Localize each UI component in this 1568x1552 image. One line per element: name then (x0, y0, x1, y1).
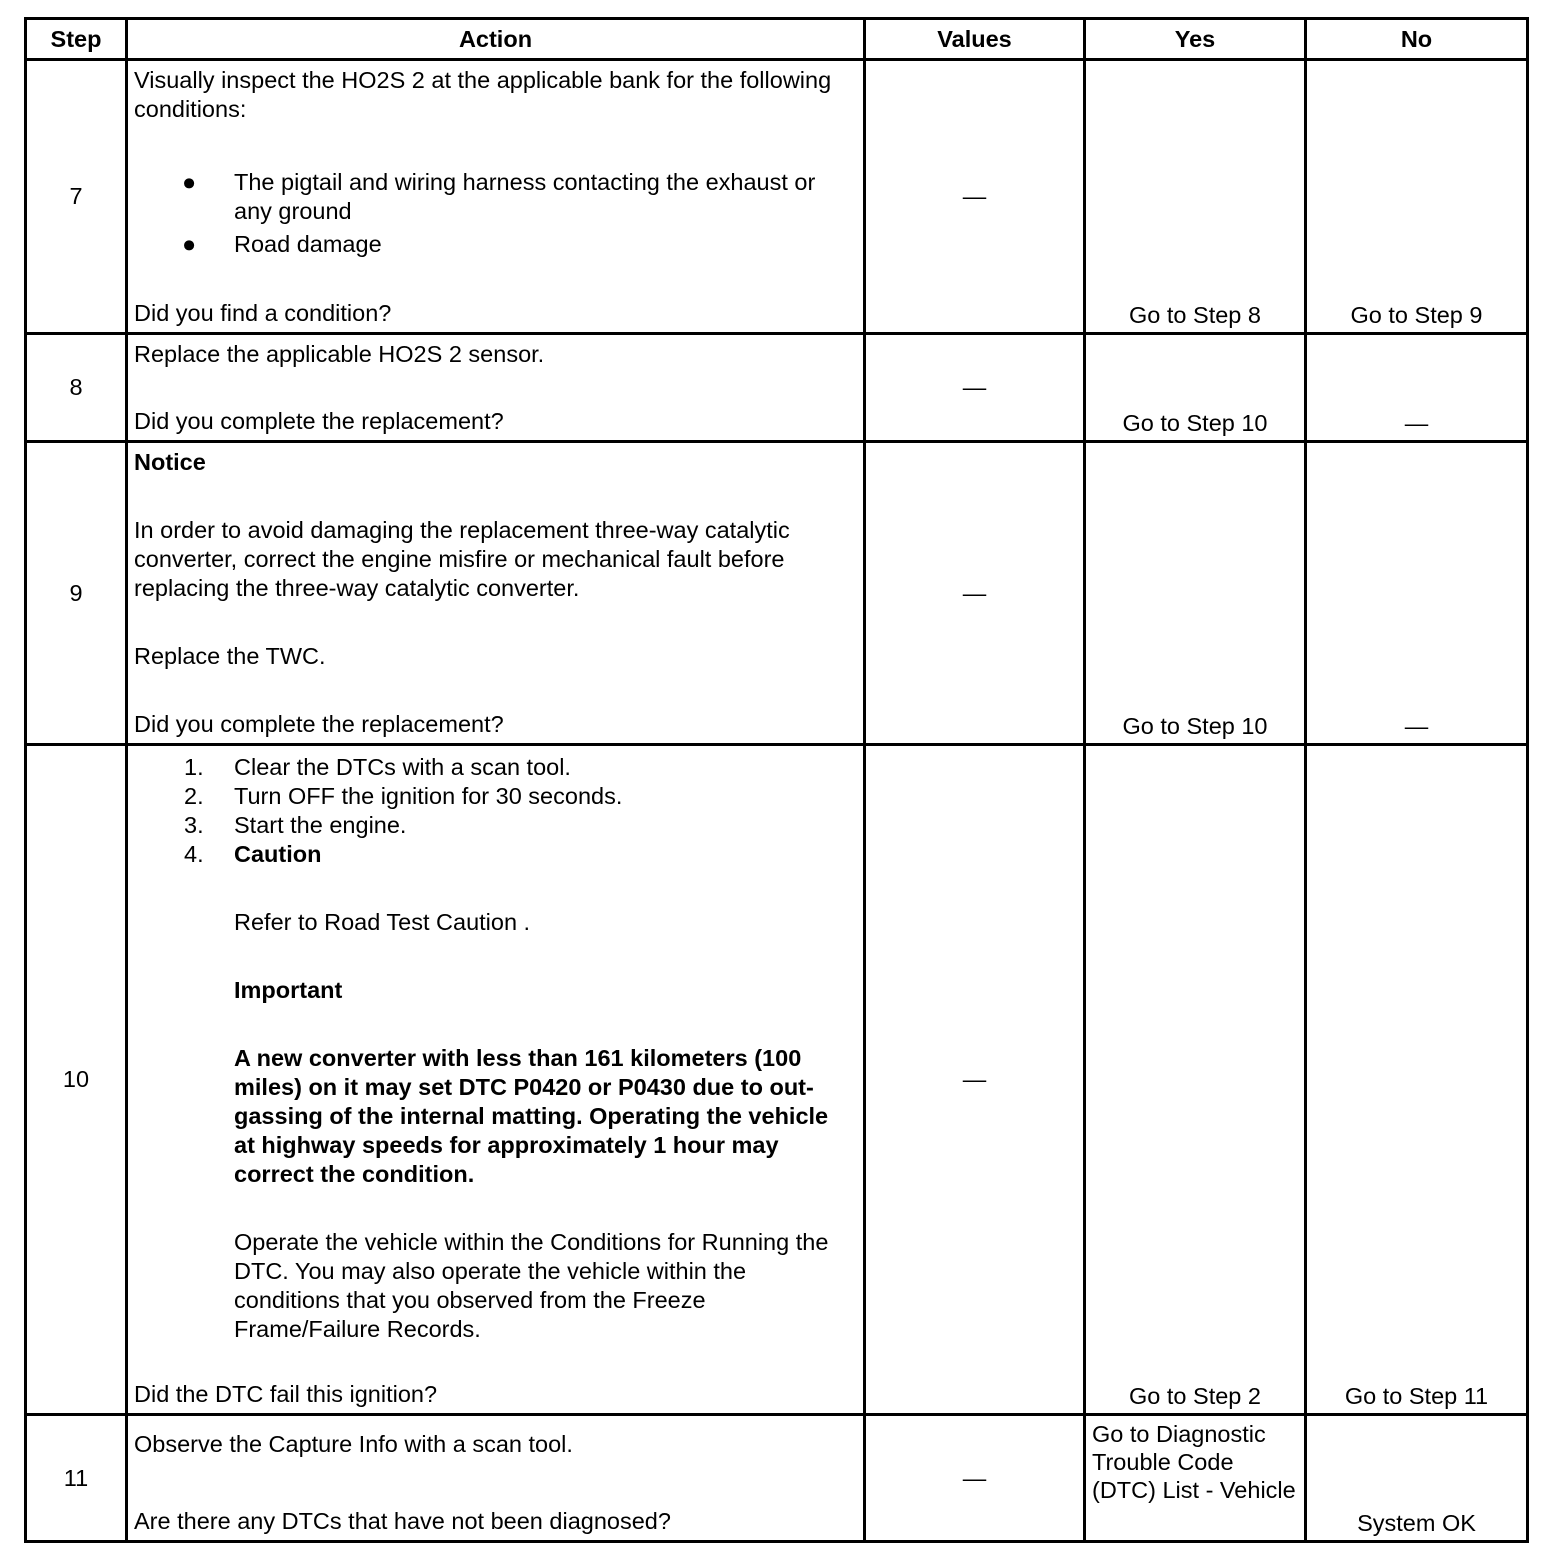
no-link[interactable]: Go to Step 9 (1350, 302, 1483, 328)
list-item: ● The pigtail and wiring harness contacting the exhaust or any ground (182, 169, 816, 224)
yes-cell (1085, 1415, 1306, 1542)
action-cell (127, 1415, 865, 1542)
value-cell: — (865, 442, 1085, 745)
no-value: — (1404, 713, 1429, 739)
action-question: Did you find a condition? (134, 300, 392, 326)
operate-text: Operate the vehicle within the Conditions for Running the DTC. You may also operate the vehicle within the conditions that you observed from the Freeze Frame/Failure Records. (234, 1229, 829, 1342)
bullet-icon: ● (182, 231, 197, 257)
action-question: Did you complete the replacement? (134, 408, 504, 434)
yes-link[interactable]: Go to Step 8 (1129, 302, 1261, 328)
no-cell (1306, 334, 1528, 442)
no-link[interactable]: Go to Step 11 (1344, 1383, 1489, 1409)
action-question: Did the DTC fail this ignition? (134, 1381, 438, 1407)
header-row (26, 19, 1528, 60)
step-number: 8 (26, 334, 127, 442)
no-value: — (1404, 410, 1429, 436)
value-cell: — (865, 334, 1085, 442)
condition-list (134, 168, 855, 259)
notice-label: Notice (134, 449, 206, 475)
table-row-step-10 (26, 745, 1528, 1415)
header-values: Values (865, 19, 1085, 60)
action-cell (127, 60, 865, 334)
list-item: 3. Start the engine. (184, 812, 407, 838)
no-cell (1306, 442, 1528, 745)
action-question: Did you complete the replacement? (134, 711, 504, 737)
no-result: System OK (1357, 1510, 1476, 1536)
value-cell: — (865, 60, 1085, 334)
yes-cell (1085, 745, 1306, 1415)
header-step: Step (26, 19, 127, 60)
step-number: 9 (26, 442, 127, 745)
yes-cell (1085, 442, 1306, 745)
list-item: 4. Caution Refer to Road Test Caution . Important A new converter with less than 161 kilometers (100 miles) on it may set DTC P0420 or P0430 due to out-gassing of the internal matting. Operating the vehicle at highway speeds for approximately 1 hour may correct the condition. Operate the vehicle within the Conditions for Running the DTC. You may also operate the vehicle within the conditions that you observed from the Freeze Frame/Failure Records. (134, 840, 855, 1344)
step-number: 10 (26, 745, 127, 1415)
action-question: Are there any DTCs that have not been diagnosed? (134, 1508, 671, 1534)
step-number: 7 (26, 60, 127, 334)
action-intro: Observe the Capture Info with a scan tool. (134, 1431, 573, 1457)
yes-link[interactable]: Go to Step 10 (1122, 713, 1268, 739)
caution-label: Caution (234, 841, 322, 867)
header-action: Action (127, 19, 865, 60)
header-no: No (1306, 19, 1528, 60)
step-number: 11 (26, 1415, 127, 1542)
yes-cell (1085, 334, 1306, 442)
diagnostic-page (24, 17, 1526, 1543)
procedure-list (134, 753, 855, 1344)
table-row-step-8 (26, 334, 1528, 442)
notice-text: In order to avoid damaging the replacement three-way catalytic converter, correct the engine misfire or mechanical fault before replacing the three-way catalytic converter. (134, 517, 790, 601)
list-item: 2. Turn OFF the ignition for 30 seconds. (184, 783, 623, 809)
value-cell: — (865, 1415, 1085, 1542)
yes-link[interactable]: Go to Step 10 (1122, 410, 1268, 436)
bullet-icon: ● (182, 169, 197, 195)
action-cell (127, 334, 865, 442)
action-cell (127, 745, 865, 1415)
value-cell: — (865, 745, 1085, 1415)
table-row-step-11 (26, 1415, 1528, 1542)
yes-cell (1085, 60, 1306, 334)
list-item: ● Road damage (182, 231, 382, 257)
yes-link[interactable]: Go to Step 2 (1129, 1383, 1261, 1409)
no-cell (1306, 60, 1528, 334)
caution-text: Refer to Road Test Caution . (234, 909, 531, 935)
action-cell (127, 442, 865, 745)
no-cell (1306, 745, 1528, 1415)
important-text: A new converter with less than 161 kilometers (100 miles) on it may set DTC P0420 or P0430 due to out-gassing of the internal matting. Operating the vehicle at highway speeds for approximately 1 hour may correct the condition. (234, 1045, 829, 1187)
action-intro: Replace the applicable HO2S 2 sensor. (134, 341, 545, 367)
action-intro: Visually inspect the HO2S 2 at the applicable bank for the following conditions: (134, 67, 832, 122)
list-item: 1. Clear the DTCs with a scan tool. (184, 754, 571, 780)
important-label: Important (234, 977, 343, 1003)
yes-link[interactable]: Go to Diagnostic Trouble Code (DTC) List - Vehicle (1092, 1421, 1296, 1503)
table-row-step-7 (26, 60, 1528, 334)
table-row-step-9 (26, 442, 1528, 745)
header-yes: Yes (1085, 19, 1306, 60)
action-instruction: Replace the TWC. (134, 643, 326, 669)
diagnostic-table (24, 17, 1529, 1543)
no-cell (1306, 1415, 1528, 1542)
